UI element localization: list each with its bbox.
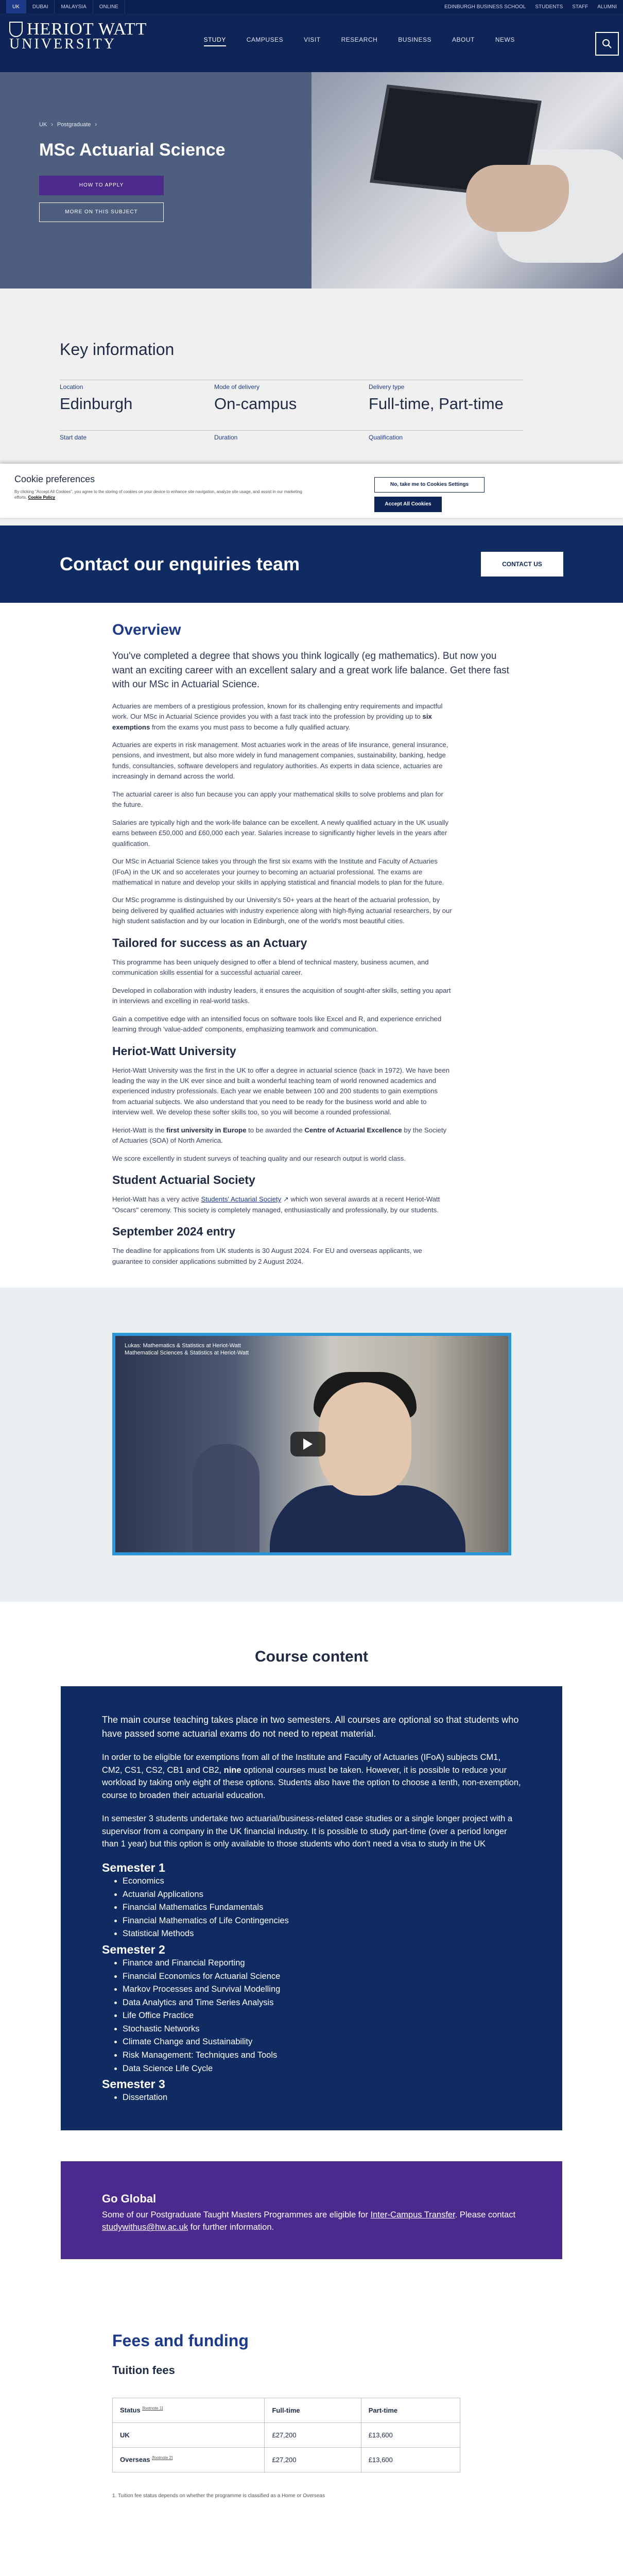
row-status: Overseas [footnote 2]: [113, 2447, 265, 2472]
list-item: • Actuarial Applications: [123, 1888, 521, 1902]
list-item: • Climate Change and Sustainability: [123, 2036, 521, 2049]
overview-paragraph: The actuarial career is also fun because you can apply your mathematical skills to solve problems and plan for the future.: [112, 790, 443, 809]
location-malaysia[interactable]: MALAYSIA: [55, 0, 93, 13]
tailored-paragraph: Gain a competitive edge with an intensified focus on software tools like Excel and R, and experience enriched learning through 'value-added' components, emphasizing teamwork and communication.: [112, 1014, 442, 1033]
utility-links: [444, 4, 617, 10]
crest-icon: [9, 22, 23, 37]
hero-content: [39, 122, 226, 222]
video-section: [0, 1287, 623, 1602]
video-player[interactable]: [112, 1333, 511, 1555]
list-item: • Finance and Financial Reporting: [123, 1957, 521, 1970]
tailored-heading: Tailored for success as an Actuary: [112, 936, 307, 950]
row-part-time: £13,600: [361, 2422, 460, 2447]
how-to-apply-button[interactable]: HOW TO APPLY: [39, 176, 164, 195]
course-heading: Course content: [254, 1648, 369, 1665]
cookie-banner: [0, 464, 623, 518]
main-nav: [204, 36, 515, 46]
hwu-heading: Heriot-Watt University: [112, 1044, 236, 1058]
breadcrumb-postgraduate[interactable]: Postgraduate: [57, 122, 91, 128]
list-item: • Risk Management: Techniques and Tools: [123, 2049, 521, 2062]
key-info-mode: Mode of delivery On-campus: [214, 380, 369, 415]
list-item: • Statistical Methods: [123, 1927, 521, 1941]
contact-us-button[interactable]: CONTACT US: [481, 552, 563, 577]
fees-heading: Fees and funding: [112, 2331, 249, 2350]
semester-heading: Semester 3: [102, 2077, 165, 2091]
location-switcher: [6, 0, 125, 13]
table-row: [113, 2422, 460, 2447]
play-icon: [303, 1438, 313, 1450]
chevron-right-icon: ›: [95, 122, 97, 128]
course-paragraph: In order to be eligible for exemptions from all of the Institute and Faculty of Actuaries (IFoA) subjects CM1, CM2, CS1, CS2, CB1 and CB2, nine optional courses must be taken. However, it is possible to reduce your workload by taking only eight of these options. Students also have the option to choose a tenth, non-exemption, course to broaden their actuarial education.: [102, 1752, 521, 1801]
inter-campus-link[interactable]: Inter-Campus Transfer: [370, 2210, 455, 2219]
enquiries-heading: Contact our enquiries team: [60, 553, 300, 574]
semester-heading: Semester 1: [102, 1861, 165, 1875]
overview-paragraph: Our MSc in Actuarial Science takes you through the first six exams with the Institute and Faculty of Actuaries (IFoA) in the UK and so accelerates your journey to becoming an actuarial professional. The exams are mathematical in nature and develop your skills in applying statistical and financial models to plan for the future.: [112, 857, 444, 886]
hwu-paragraph: Heriot-Watt is the first university in Europe to be awarded the Centre of Actuarial Excellence by the Society of Actuaries (SOA) of North America.: [112, 1126, 447, 1145]
cookie-policy-link[interactable]: Cookie Policy: [28, 495, 56, 500]
link-students[interactable]: STUDENTS: [535, 4, 563, 10]
key-info-duration: Duration: [214, 430, 369, 441]
list-item: • Economics: [123, 1875, 521, 1888]
course-list: [102, 2091, 521, 2105]
nav-business[interactable]: BUSINESS: [398, 36, 431, 43]
column-status: Status [footnote 1]: [113, 2398, 265, 2422]
column-full-time: Full-time: [265, 2398, 361, 2422]
key-info-qualification: Qualification: [369, 430, 523, 441]
breadcrumb-uk[interactable]: UK: [39, 122, 47, 128]
row-status: UK: [113, 2422, 265, 2447]
enquiries-band: [0, 526, 623, 603]
logo-line1: HERIOT WATT: [27, 20, 147, 39]
tailored-paragraph: Developed in collaboration with industry leaders, it ensures the acquisition of sought-after skills, setting you apart in interviews and excelling in real-world tasks.: [112, 986, 451, 1005]
list-item: • Dissertation: [123, 2091, 521, 2105]
entry-heading: September 2024 entry: [112, 1225, 236, 1239]
nav-visit[interactable]: VISIT: [304, 36, 321, 43]
nav-study[interactable]: STUDY: [204, 36, 226, 46]
link-staff[interactable]: STAFF: [572, 4, 589, 10]
key-info-heading: Key information: [60, 340, 175, 359]
hero-banner: [0, 72, 623, 289]
overview-section: [0, 603, 515, 1267]
society-paragraph: Heriot-Watt has a very active Students' Actuarial Society ↗ which won several awards at a recent Heriot-Watt "Oscars" ceremony. This society is completely managed, enthusiastically and professionally, by our students.: [112, 1195, 440, 1214]
list-item: • Data Science Life Cycle: [123, 2062, 521, 2076]
list-item: • Financial Mathematics of Life Contingencies: [123, 1914, 521, 1928]
table-row: [113, 2447, 460, 2472]
hwu-paragraph: Heriot-Watt University was the first in the UK to offer a degree in actuarial science (back in 1972). We have been leading the way in the UK ever since and built a wonderful teaching team of world renowned academics and experienced industry professionals. Each year we enable between 100 and 200 students to gain exemptions from actuarial subjects. We also understand that you need to be ready for the business world and able to interview well. We develop these softer skills too, so you will become a rounded professional.: [112, 1066, 450, 1116]
cookie-title: Cookie preferences: [14, 474, 95, 484]
go-global-text: Some of our Postgraduate Taught Masters Programmes are eligible for Inter-Campus Transfer. Please contact studywithus@hw.ac.uk for further information.: [102, 2210, 516, 2232]
go-global-box: [61, 2161, 562, 2259]
location-uk[interactable]: UK: [6, 0, 26, 13]
overview-lead: You've completed a degree that shows you think logically (eg mathematics). But now you want an exciting career with an excellent salary and a great work life balance. Get there fast with our MSc in Actuarial Science.: [112, 651, 509, 690]
list-item: • Financial Mathematics Fundamentals: [123, 1901, 521, 1914]
cookie-text: By clicking "Accept All Cookies", you agree to the storing of cookies on your device to enhance site navigation, analyze site usage, and assist in our marketing efforts. Cookie Policy: [14, 489, 302, 500]
overview-heading: Overview: [112, 621, 181, 638]
overview-paragraph: Our MSc programme is distinguished by our University's 50+ years at the heart of the actuarial profession, by being delivered by qualified actuaries with industry experience along with high-flying actuarial researchers, by our high student satisfaction and by our location in Edinburgh, one of the world's most beautiful cities.: [112, 896, 452, 925]
accept-cookies-button[interactable]: Accept All Cookies: [374, 497, 442, 512]
external-link-icon: ↗: [281, 1195, 289, 1204]
row-part-time: £13,600: [361, 2447, 460, 2472]
semester-list: [102, 1861, 521, 2104]
nav-news[interactable]: NEWS: [495, 36, 515, 43]
logo-line2: UNIVERSITY: [9, 36, 116, 52]
list-item: • Data Analytics and Time Series Analysis: [123, 1996, 521, 2010]
nav-about[interactable]: ABOUT: [452, 36, 475, 43]
tuition-heading: Tuition fees: [112, 2363, 175, 2377]
entry-paragraph: The deadline for applications from UK students is 30 August 2024. For EU and overseas applicants, we guarantee to consider applications submitted by 2 August 2024.: [112, 1247, 422, 1265]
society-link[interactable]: Students' Actuarial Society: [201, 1195, 282, 1204]
key-info-delivery: Delivery type Full-time, Part-time: [369, 380, 523, 415]
course-box: [61, 1686, 562, 2130]
search-icon: [602, 39, 612, 49]
fees-section: [0, 2259, 623, 2499]
row-full-time: £27,200: [265, 2422, 361, 2447]
key-info-location: Location Edinburgh: [60, 380, 214, 415]
overview-paragraph: Salaries are typically high and the work-life balance can be excellent. A newly qualified actuary in the UK usually earns between £50,000 and £60,000 each year. Salaries increase to significantly higher levels in the years after qualification.: [112, 818, 449, 848]
table-header-row: [113, 2398, 460, 2422]
more-on-subject-button[interactable]: MORE ON THIS SUBJECT: [39, 202, 164, 222]
course-lead: The main course teaching takes place in two semesters. All courses are optional so that students who have passed some actuarial exams do not need to repeat material.: [102, 1714, 519, 1739]
footnote-link[interactable]: [footnote 1]: [142, 2406, 163, 2411]
link-business-school[interactable]: EDINBURGH BUSINESS SCHOOL: [444, 4, 526, 10]
nav-research[interactable]: RESEARCH: [341, 36, 378, 43]
tailored-paragraph: This programme has been uniquely designed to offer a blend of technical mastery, business acumen, and communication skills essential for a successful actuarial career.: [112, 958, 429, 977]
location-dubai[interactable]: DUBAI: [26, 0, 55, 13]
cookie-settings-button[interactable]: No, take me to Cookies Settings: [374, 477, 484, 493]
footnote-link[interactable]: [footnote 2]: [152, 2455, 173, 2461]
link-alumni[interactable]: ALUMNI: [597, 4, 617, 10]
breadcrumb: [39, 122, 226, 128]
email-link[interactable]: studywithus@hw.ac.uk: [102, 2223, 188, 2232]
play-button[interactable]: [290, 1432, 325, 1456]
utility-bar: [0, 0, 623, 13]
page-title: MSc Actuarial Science: [39, 140, 226, 160]
hwu-paragraph: We score excellently in student surveys of teaching quality and our research output is world class.: [112, 1154, 406, 1162]
list-item: • Life Office Practice: [123, 2009, 521, 2023]
overview-paragraph: Actuaries are members of a prestigious profession, known for its challenging entry requirements and impactful work. Our MSc in Actuarial Science provides you with a fast track into the profession by providing up to six exemptions from the exams you must pass to become a fully qualified actuary.: [112, 702, 443, 731]
overview-paragraph: Actuaries are experts in risk management. Most actuaries work in the areas of life insurance, general insurance, pensions, and investment, but also more widely in fund management companies, sustainability, banking, hedge funds, consultancies, software developers and regulatory authorities. As experts in data science, actuaries are increasingly in demand across the world.: [112, 741, 448, 781]
row-full-time: £27,200: [265, 2447, 361, 2472]
course-content-section: [0, 1602, 623, 2130]
location-online[interactable]: ONLINE: [93, 0, 125, 13]
video-title: Lukas: Mathematics & Statistics at Heriot-Watt Mathematical Sciences & Statistics at Heriot-Watt: [125, 1342, 249, 1357]
fee-footnote: 1. Tuition fee status depends on whether the programme is classified as a Home or Overseas: [112, 2493, 325, 2499]
fees-table: [112, 2398, 460, 2472]
list-item: • Stochastic Networks: [123, 2023, 521, 2036]
site-header: [0, 13, 623, 72]
search-button[interactable]: [595, 32, 619, 56]
nav-campuses[interactable]: CAMPUSES: [246, 36, 284, 43]
column-part-time: Part-time: [361, 2398, 460, 2422]
society-heading: Student Actuarial Society: [112, 1173, 255, 1187]
key-info-start: Start date: [60, 430, 214, 441]
course-list: [102, 1957, 521, 2075]
university-logo[interactable]: [9, 21, 147, 52]
go-global-heading: Go Global: [102, 2192, 157, 2205]
list-item: • Markov Processes and Survival Modelling: [123, 1983, 521, 1996]
course-paragraph: In semester 3 students undertake two actuarial/business-related case studies or a single longer project with a supervisor from a company in the UK financial industry. It is possible to study part-time (over a period longer than 1 year) but this option is only available to those students who don't need a visa to study in the UK: [102, 1814, 513, 1849]
course-list: [102, 1875, 521, 1941]
hero-image: [312, 72, 623, 289]
list-item: • Financial Economics for Actuarial Science: [123, 1970, 521, 1984]
chevron-right-icon: ›: [51, 122, 53, 128]
semester-heading: Semester 2: [102, 1943, 165, 1957]
